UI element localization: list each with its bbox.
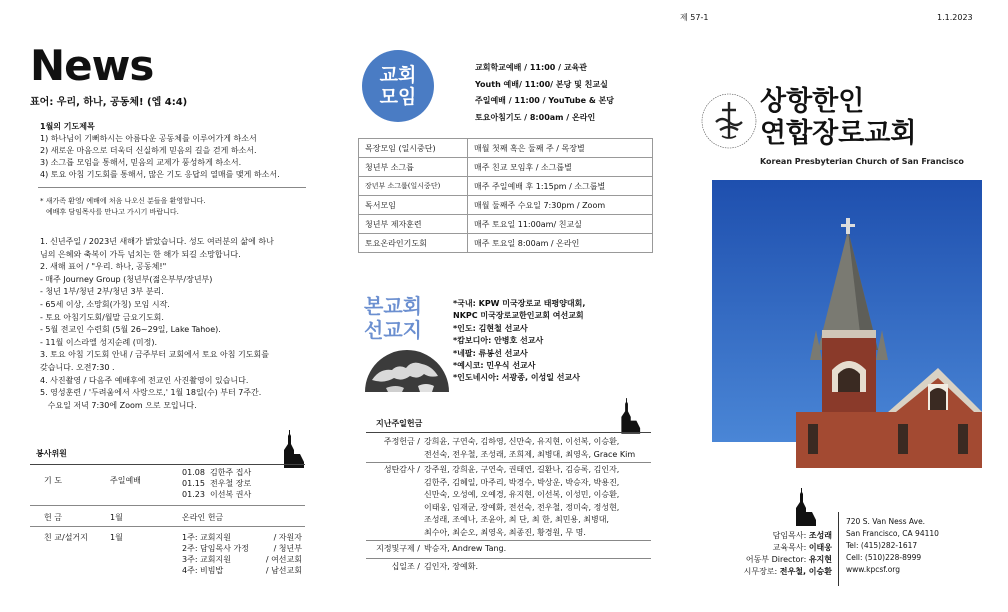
- servants-title: 봉사위원: [36, 449, 67, 458]
- offering-duty-month: 1월: [110, 513, 123, 522]
- offering-names: 신만숙, 오성예, 오예경, 유지현, 이선복, 이성민, 이승환,: [424, 490, 620, 499]
- announcement-line: 갖습니다. 오전7:30 .: [40, 362, 115, 372]
- offering-label: 성탄감사 /: [383, 465, 420, 474]
- prayer-duty-schedule: [182, 467, 251, 500]
- duty-date: 01.23: [182, 490, 205, 499]
- address-line: 720 S. Van Ness Ave.: [846, 517, 926, 526]
- group-time: 매주 토요일 8:00am / 온라인: [468, 234, 653, 253]
- offering-duty-value: 온라인 헌금: [182, 513, 224, 522]
- divider: [366, 558, 651, 559]
- group-time: 매주 토요일 11:00am/ 친교실: [468, 215, 653, 234]
- welcome-line: * 새가족 환영/ 예배에 처음 나오신 분들을 환영합니다.: [40, 197, 206, 205]
- prayer-item: 2) 새로운 마음으로 더욱더 신실하게 믿음의 길을 걷게 하소서.: [40, 146, 257, 155]
- missionaries-title: [364, 294, 422, 342]
- phone-line: Tel: (415)282-1617: [846, 541, 918, 550]
- staff-name: 전우철, 이승환: [779, 567, 832, 576]
- missionary-item: *인도네시아: 서광종, 이성일 선교사: [453, 373, 580, 383]
- church-steeple-icon: [786, 486, 818, 526]
- missionaries-title-line: 본교회: [364, 294, 422, 318]
- table-row: [359, 234, 653, 253]
- offering-names: 김인자, 장예화.: [424, 562, 478, 571]
- hospitality-week: 1주: 교회지원: [182, 533, 231, 542]
- website-link[interactable]: www.kpcsf.org: [846, 565, 901, 574]
- offering-label: 지정및구제 /: [376, 544, 420, 553]
- table-row: [359, 158, 653, 177]
- missionary-item: *국내: KPW 미국장로교 태평양대회,: [453, 299, 586, 308]
- announcement-line: - 매주 Journey Group (청년부(젊은부부/장년부): [40, 274, 213, 284]
- hospitality-group: / 여선교회: [265, 555, 302, 564]
- offerings-title: 지난주일헌금: [376, 419, 423, 428]
- staff-role: 담임목사:: [772, 531, 807, 540]
- staff-list: [700, 530, 832, 578]
- prayer-item: 4) 토요 아침 기도회를 통해서, 많은 기도 응답의 열매를 맺게 하소서.: [40, 170, 280, 179]
- offering-row: [366, 561, 656, 574]
- hospitality-week: 3주: 교회지원: [182, 555, 231, 564]
- missionary-item: *인도: 김현철 선교사: [453, 323, 528, 333]
- group-time: 매주 주일예배 후 1:15pm / 소그룹별: [468, 177, 653, 196]
- missionary-item: *캄보디아: 안병호 선교사: [453, 336, 544, 346]
- announcement-line: - 65세 이상, 소망회(가칭) 모임 시작.: [40, 299, 170, 309]
- missionary-item: *예시코: 민우식 선교사: [453, 361, 536, 371]
- staff-name: 조성래: [808, 531, 832, 540]
- globe-icon: [362, 344, 452, 392]
- duty-name: 전우철 장로: [210, 479, 252, 488]
- staff-name: 이태웅: [808, 543, 832, 552]
- announcement-line: 1. 신년주일 / 2023년 새해가 밝았습니다. 성도 여러분의 삶에 하나: [40, 237, 274, 246]
- church-name-korean: [760, 86, 917, 150]
- hospitality-group: / 청년부: [273, 544, 302, 553]
- divider: [366, 432, 651, 433]
- table-row: [359, 215, 653, 234]
- group-name: 목장모임 (일시중단): [359, 139, 468, 158]
- small-groups-table: [358, 138, 653, 253]
- prayer-title: 1월의 기도제목: [40, 122, 95, 131]
- duty-name: 이선복 권사: [210, 490, 252, 499]
- vertical-divider: [838, 512, 839, 586]
- schedule-line: Youth 예배/ 11:00/ 본당 및 친교실: [475, 79, 608, 89]
- duty-date: 01.08: [182, 468, 205, 477]
- issue-number: 제 57-1: [680, 13, 709, 22]
- news-motto: 표어: 우리, 하나, 공동체! (엡 4:4): [30, 97, 188, 108]
- group-time: 매주 친교 모임후 / 소그룹별: [468, 158, 653, 177]
- table-row: [359, 196, 653, 215]
- offering-names: 조성래, 조예나, 조윤아, 최 단, 최 한, 최민용, 최병대,: [424, 515, 609, 524]
- divider: [30, 464, 305, 465]
- announcement-line: 4. 사진촬영 / 다음주 예배후에 전교인 사진촬영이 있습니다.: [40, 375, 249, 385]
- offering-row: [366, 543, 656, 556]
- announcements: [40, 236, 340, 412]
- announcement-line: 2. 새해 표어 / "우리. 하나, 공동체!": [40, 262, 167, 272]
- announcement-line: - 토요 아침기도회/월말 금요기도회.: [40, 312, 164, 322]
- offering-duty-label: 헌 금: [44, 513, 62, 522]
- missionaries-title-line: 선교지: [364, 318, 422, 342]
- table-row: [359, 177, 653, 196]
- offering-row: [366, 464, 656, 539]
- address-line: San Francisco, CA 94110: [846, 529, 939, 538]
- hospitality-label: 친 교/설거지: [44, 533, 88, 542]
- news-title: News: [30, 41, 154, 90]
- duty-name: 김한주 집사: [210, 468, 252, 477]
- schedule-line: 토요아침기도 / 8:00am / 온라인: [475, 112, 596, 122]
- divider: [38, 187, 306, 188]
- hospitality-schedule: [182, 532, 302, 576]
- offering-names: 전선숙, 전우철, 조성래, 조희제, 최병대, 최영옥, Grace Kim: [424, 449, 636, 459]
- prayer-duty-label: 기 도: [44, 476, 62, 485]
- missionary-item: *네팔: 류봉선 선교사: [453, 348, 528, 358]
- schedule-line: 교회학교예배 / 11:00 / 교육관: [475, 63, 588, 72]
- prayer-duty-service: 주일예배: [110, 476, 141, 485]
- pcusa-logo: [700, 92, 758, 150]
- announcement-line: 3. 토요 아침 기도회 안내 / 금주부터 교회에서 토요 아침 기도회를: [40, 350, 269, 360]
- group-name: 토요온라인기도회: [359, 234, 468, 253]
- hospitality-group: / 자원자: [273, 533, 302, 542]
- divider: [30, 505, 305, 506]
- duty-date: 01.15: [182, 479, 205, 488]
- hospitality-group: / 남선교회: [265, 566, 302, 575]
- group-name: 청년부 제자훈련: [359, 215, 468, 234]
- hospitality-week: 4주: 비빔밥: [182, 566, 224, 575]
- schedule-line: 주일예배 / 11:00 / YouTube & 본당: [475, 96, 615, 105]
- church-steeple-icon: [612, 396, 642, 434]
- announcement-line: 5. 영성훈련 / '두려움에서 사랑으로,' 1월 18일(수) 부터 7주간.: [40, 388, 262, 398]
- staff-role: 어동부 Director:: [745, 555, 807, 564]
- hospitality-week: 2주: 담임목사 가정: [182, 544, 249, 553]
- group-name: 장년부 소그룹(일시중단): [359, 177, 468, 196]
- staff-name: 유지현: [808, 555, 832, 564]
- service-schedule: [475, 60, 614, 126]
- offering-names: 강희윤, 구연숙, 김하영, 신만숙, 유지현, 이선복, 이승환,: [424, 437, 620, 446]
- staff-role: 교육목사:: [772, 543, 807, 552]
- announcement-line: - 11월 이스라엘 성지순례 (미정).: [40, 337, 158, 347]
- hospitality-month: 1월: [110, 533, 123, 542]
- church-name-english: Korean Presbyterian Church of San Francisco: [760, 157, 964, 166]
- announcement-line: - 5월 전교인 수련회 (5월 26~29일, Lake Tahoe).: [40, 325, 221, 335]
- phone-line: Cell: (510)228-8999: [846, 553, 922, 562]
- church-building-photo: [712, 180, 982, 468]
- offering-names: 강주원, 강희윤, 구연숙, 권태연, 길환나, 김승록, 김인자,: [424, 465, 620, 474]
- group-time: 매월 첫째 혹은 둘째 주 / 목장별: [468, 139, 653, 158]
- church-meetings-badge: [362, 50, 434, 122]
- table-row: [359, 139, 653, 158]
- welcome-line: 예배후 담임목사를 만나고 가시기 바랍니다.: [46, 208, 179, 216]
- staff-role: 시무장로:: [743, 567, 778, 576]
- group-name: 청년부 소그룹: [359, 158, 468, 177]
- welcome-note: [40, 196, 206, 218]
- church-steeple-icon: [274, 428, 306, 468]
- offering-row: [366, 436, 656, 461]
- offering-names: 김한주, 김혜일, 마주리, 박경수, 박상운, 박승자, 박용진,: [424, 477, 620, 487]
- badge-line: 교회: [379, 64, 417, 86]
- prayer-item: 1) 하나님이 기뻐하시는 아름다운 공동체를 이루어가게 하소서: [40, 134, 257, 143]
- missionary-item: NKPC 미국장로교한인교회 여선교회: [453, 311, 584, 321]
- church-name-line: 연합장로교회: [760, 118, 917, 149]
- divider: [366, 540, 651, 541]
- prayer-item: 3) 소그룹 모임을 통해서, 믿음의 교제가 풍성하게 하소서.: [40, 158, 242, 167]
- announcement-line: 님의 은혜와 축복이 가득 넘치는 한 해가 되길 소망합니다.: [40, 249, 241, 259]
- offering-names: 최수아, 최순오, 최영옥, 최종진, 황경원, 무 명.: [424, 527, 586, 537]
- prayer-list: [40, 133, 330, 181]
- offering-label: 십일조 /: [391, 562, 420, 571]
- offering-names: 이태웅, 임재균, 장예화, 전선숙, 전우철, 정미숙, 정성현,: [424, 502, 620, 512]
- missionaries-list: [453, 298, 585, 385]
- church-name-line: 상항한인: [760, 86, 865, 117]
- badge-line: 모임: [379, 86, 417, 108]
- issue-date: 1.1.2023: [937, 13, 973, 22]
- group-time: 매월 둘째주 수요일 7:30pm / Zoom: [468, 196, 653, 215]
- contact-info: [846, 516, 939, 576]
- announcement-line: 수요일 저녁 7:30에 Zoom 으로 모입니다.: [40, 400, 197, 410]
- offering-label: 주정헌금 /: [383, 437, 420, 446]
- divider: [30, 526, 305, 527]
- group-name: 독서모임: [359, 196, 468, 215]
- announcement-line: - 청년 1부/청년 2부/청년 3부 분리.: [40, 287, 164, 297]
- offering-names: 박승자, Andrew Tang.: [424, 544, 507, 553]
- divider: [366, 462, 651, 463]
